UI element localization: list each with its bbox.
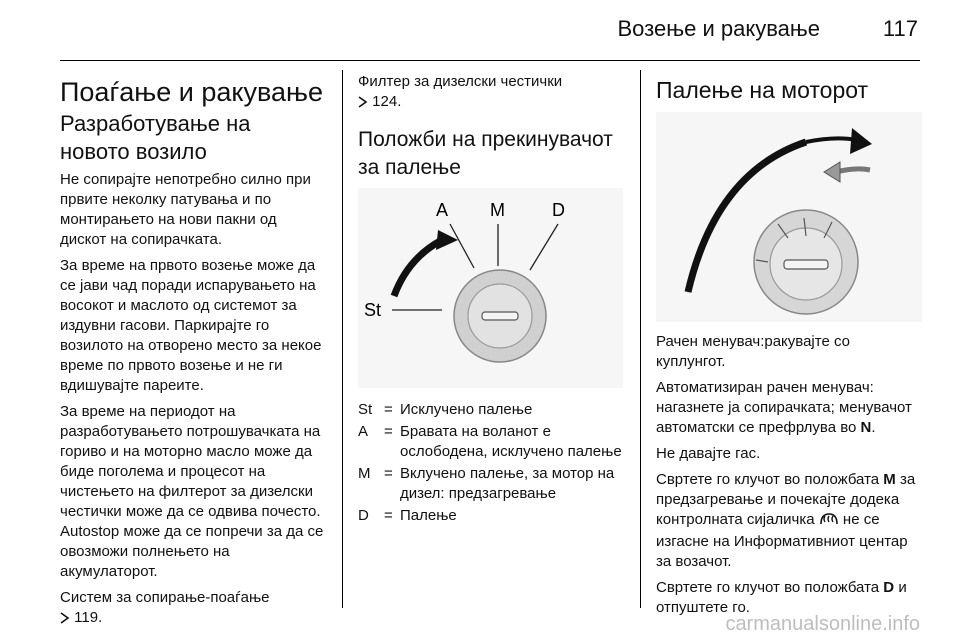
cross-reference[interactable] [358,72,623,114]
paragraph-text: Свртете го клучот во положбата [656,471,880,488]
legend-row [358,464,623,504]
position-d-label: D [883,579,895,596]
paragraph: Не давајте гас. [656,445,761,462]
column-3 [656,70,922,624]
figure-label-st: St [364,300,382,320]
running-header: Возење и ракување [617,16,820,41]
paragraph [656,378,922,438]
legend-key: D [358,507,369,524]
legend-key: A [358,423,369,440]
figure-label-m: M [490,200,505,220]
legend-row [358,422,623,462]
paragraph [656,470,922,572]
legend-desc: Палење [400,507,457,524]
legend-row [358,506,623,526]
legend-eq: = [384,401,393,418]
legend-eq: = [384,423,393,440]
cross-reference-page: 124. [372,93,402,110]
column-divider [342,70,343,608]
column-divider [640,70,641,608]
gear-n-label: N [860,419,872,436]
paragraph: За време на првото возење може да се јави чад поради испарувањето на восокот и маслото од системот за издувни гасови. Паркирајте го возилото на отворено место за некое време по првото возење и не ги вдишувајте пареите. [60,257,322,394]
section-heading: Палење на моторот [656,77,869,103]
page-number: 117 [882,16,918,41]
paragraph-text: Свртете го клучот во положбата [656,579,880,596]
ignition-switch-figure [358,188,623,388]
cross-reference-text: Систем за сопирање-поаѓање [60,589,270,606]
paragraph-text: и отпуштете го. [656,579,907,616]
figure-label-d: D [552,200,565,220]
position-m-label: M [883,471,896,488]
watermark: carmanualsonline.info [725,613,920,635]
reference-arrow-icon [60,610,70,630]
legend-desc: Исклучено палење [400,401,533,418]
engine-start-figure [656,112,922,322]
cross-reference-text: Филтер за дизелски честички [358,73,563,90]
paragraph: Рачен менувач:ракувајте со куплунгот. [656,333,850,370]
paragraph-text: Автоматизиран рачен менувач: нагазнете ја сопирачката; менувачот автоматски се префрлува во [656,379,912,436]
paragraph-text: за предзагревање и почекајте додека контролната сијаличка [656,471,916,528]
legend-key: St [358,401,373,418]
legend-desc: Вклучено палење, за мотор на дизел: предзагревање [400,465,615,502]
figure-label-a: A [436,200,449,220]
paragraph: Не сопирајте непотребно силно при првите неколку патувања и по монтирањето на нови пакни од дискот на сопирачката. [60,171,311,248]
position-legend [358,400,623,526]
legend-desc: Бравата на воланот е ослободена, исклучено палење [400,423,622,460]
legend-eq: = [384,507,393,524]
reference-arrow-icon [358,94,368,114]
paragraph: За време на периодот на разработувањето потрошувачката на гориво и на моторно масло може да биде поголема и процесот на чистењето на филтерот за дизелски честички може да се одвива почесто. Autostop може да се попречи за да се овозможи полнењето на акумулаторот. [60,403,324,580]
legend-key: M [358,465,371,482]
cross-reference[interactable] [60,588,325,630]
paragraph-text: не се изгасне на Информативниот центар за возачот. [656,511,908,570]
column-2 [358,70,623,528]
paragraph [656,578,922,618]
header-rule [60,60,920,61]
cross-reference-page: 119. [74,609,103,626]
section-heading: Разработување на новото возило [60,111,251,164]
chapter-heading: Поаѓање и ракување [60,77,323,107]
section-heading: Положби на прекинувачот за палење [358,128,613,179]
legend-eq: = [384,465,393,482]
paragraph-end: . [871,419,876,436]
glow-plug-icon [819,512,839,532]
column-1 [60,70,325,636]
legend-row [358,400,623,420]
